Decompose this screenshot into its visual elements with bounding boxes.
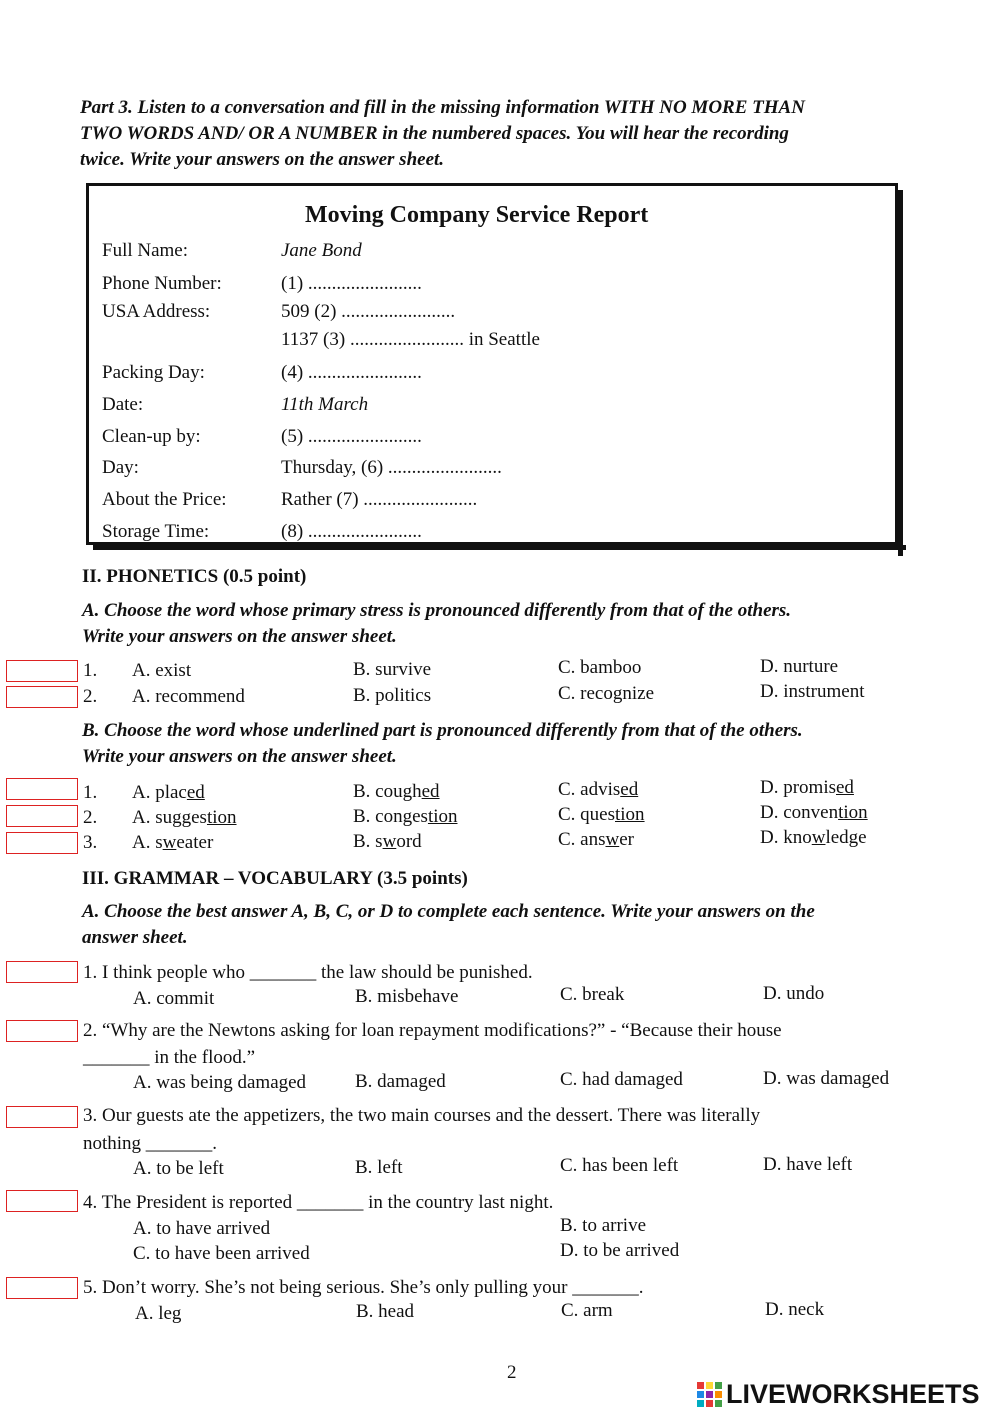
part3-instr-line3: twice. Write your answers on the answer sheet. [80,149,445,170]
option-a: A. recommend [132,686,245,707]
logo-square [697,1391,704,1398]
phonetics-b-instr-line1: B. Choose the word whose underlined part is pronounced differently from that of the others. [82,720,803,741]
phonetics-a-instr-line1: A. Choose the word whose primary stress is pronounced differently from that of the others. [82,600,792,621]
option-c: C. recognize [558,683,655,704]
option-c: C. break [560,984,625,1005]
report-label-address: USA Address: [102,301,211,322]
option-b [353,806,458,828]
answer-box-grammar-3[interactable] [6,1106,78,1128]
option-c: C. to have been arrived [133,1243,310,1264]
option-text: eater [176,832,214,853]
option-d: D. was damaged [763,1068,890,1089]
logo-square [706,1391,713,1398]
page-number: 2 [507,1362,517,1383]
underlined-part: ed [836,777,854,798]
option-a: A. to be left [133,1158,224,1179]
underlined-part: ed [620,779,639,800]
option-c: C. had damaged [560,1069,683,1090]
option-text: A. s [132,832,163,853]
option-a: A. exist [132,660,192,681]
option-a: A. commit [133,988,215,1009]
option-b: B. damaged [355,1071,446,1092]
grammar-instructions [82,899,942,951]
answer-box-phonetics-a-1[interactable] [6,660,78,682]
answer-box-phonetics-b-1[interactable] [6,778,78,800]
option-text: er [619,829,634,850]
underlined-part: tion [838,802,868,823]
option-a: A. to have arrived [133,1218,271,1239]
question-text: 2. “Why are the Newtons asking for loan repayment modifications?” - “Because their house [83,1020,782,1041]
question-text: 5. Don’t worry. She’s not being serious. She’s only pulling your _______. [83,1277,644,1298]
underlined-part: tion [615,804,645,825]
report-label-day: Day: [102,457,139,478]
answer-box-phonetics-a-2[interactable] [6,686,78,708]
option-d: D. neck [765,1299,825,1320]
option-d: D. undo [763,983,825,1004]
underlined-part: w [811,827,826,848]
answer-box-grammar-1[interactable] [6,961,78,983]
question-number: 1. [83,782,98,803]
answer-box-phonetics-b-3[interactable] [6,832,78,854]
logo-square [715,1382,722,1389]
underlined-part: tion [206,807,237,828]
option-c [558,804,645,826]
option-b: B. to arrive [560,1215,647,1236]
option-b: B. left [355,1157,403,1178]
option-d: D. to be arrived [560,1240,680,1261]
option-b: B. misbehave [355,986,459,1007]
option-b: B. head [356,1301,415,1322]
report-blank-6[interactable]: Thursday, (6) ........................ [281,457,502,478]
underlined-part: w [605,829,620,850]
underlined-part: w [162,832,177,853]
report-value-full-name: Jane Bond [281,240,362,261]
option-a: A. was being damaged [133,1072,307,1093]
phonetics-a-instructions [82,598,942,650]
option-b: B. survive [353,659,432,680]
question-number: 1. [83,660,98,681]
option-b: B. politics [353,685,432,706]
question-text: _______ in the flood.” [83,1047,256,1068]
phonetics-b-instructions [82,718,942,770]
option-text: D. conven [760,802,839,823]
report-label-cleanup: Clean-up by: [102,426,201,447]
option-b [353,831,422,853]
logo-text: LIVEWORKSHEETS [726,1378,980,1409]
report-label-full-name: Full Name: [102,240,189,261]
logo-square [706,1382,713,1389]
question-number: 2. [83,686,98,707]
phonetics-a-instr-line2: Write your answers on the answer sheet. [82,626,397,647]
option-a [132,807,237,829]
underlined-part: ed [186,782,205,803]
underlined-part: tion [427,806,458,827]
option-text: B. conges [353,806,428,827]
report-blank-1[interactable]: (1) ........................ [281,273,422,294]
option-a: A. leg [135,1303,182,1324]
report-label-packing-day: Packing Day: [102,362,205,383]
logo-square [697,1382,704,1389]
part3-instr-line2: TWO WORDS AND/ OR A NUMBER in the numbered spaces. You will hear the recording [80,123,789,144]
report-blank-4[interactable]: (4) ........................ [281,362,422,383]
option-c: C. arm [561,1300,613,1321]
question-text: 1. I think people who _______ the law should be punished. [83,962,533,983]
answer-box-grammar-5[interactable] [6,1277,78,1299]
grammar-instr-line2: answer sheet. [82,927,188,948]
report-label-phone: Phone Number: [102,273,222,294]
report-blank-5[interactable]: (5) ........................ [281,426,422,447]
option-text: A. plac [132,782,187,803]
service-report-box [86,183,898,545]
question-text: 4. The President is reported _______ in the country last night. [83,1192,554,1213]
grammar-heading: III. GRAMMAR – VOCABULARY (3.5 points) [82,868,468,889]
option-b [353,781,440,803]
report-value-date: 11th March [281,394,369,415]
answer-box-phonetics-b-2[interactable] [6,805,78,827]
question-number: 2. [83,807,98,828]
report-label-price: About the Price: [102,489,227,510]
option-text: ord [396,831,422,852]
part3-instr-line1: Part 3. Listen to a conversation and fill in the missing information WITH NO MORE THAN [80,97,805,118]
grammar-instr-line1: A. Choose the best answer A, B, C, or D to complete each sentence. Write your answers on the [82,901,815,922]
option-text: B. cough [353,781,422,802]
option-text: C. advis [558,779,621,800]
option-c: C. bamboo [558,657,642,678]
report-blank-3[interactable]: 1137 (3) ........................ in Seattle [281,329,540,350]
phonetics-heading: II. PHONETICS (0.5 point) [82,566,307,587]
option-c [558,779,638,801]
report-label-date: Date: [102,394,144,415]
report-label-storage: Storage Time: [102,521,210,542]
question-text: 3. Our guests ate the appetizers, the two main courses and the dessert. There was literally [83,1105,761,1126]
logo-square [697,1400,704,1407]
underlined-part: w [382,831,397,852]
option-text: A. sugges [132,807,207,828]
part3-instructions [80,95,940,173]
option-text: B. s [353,831,383,852]
option-text: C. ques [558,804,615,825]
report-blank-7[interactable]: Rather (7) ........................ [281,489,478,510]
logo-square [706,1400,713,1407]
option-c [558,829,634,851]
answer-box-grammar-2[interactable] [6,1020,78,1042]
option-text: D. kno [760,827,812,848]
underlined-part: ed [421,781,440,802]
report-blank-2[interactable]: 509 (2) ........................ [281,301,456,322]
phonetics-b-instr-line2: Write your answers on the answer sheet. [82,746,397,767]
option-a [132,782,205,804]
option-a [132,832,213,854]
report-blank-8[interactable]: (8) ........................ [281,521,422,542]
option-d: D. instrument [760,681,865,702]
option-d [760,802,868,824]
option-d: D. nurture [760,656,839,677]
logo-grid-icon [697,1382,722,1407]
liveworksheets-logo [697,1378,980,1410]
option-text: ledge [825,827,867,848]
option-d [760,777,854,799]
report-title: Moving Company Service Report [305,202,649,228]
option-text: C. ans [558,829,606,850]
answer-box-grammar-4[interactable] [6,1190,78,1212]
question-number: 3. [83,832,98,853]
logo-square [715,1400,722,1407]
question-text: nothing _______. [83,1133,218,1154]
option-c: C. has been left [560,1155,679,1176]
option-d: D. have left [763,1154,853,1175]
option-text: D. promis [760,777,836,798]
logo-square [715,1391,722,1398]
option-d [760,827,867,849]
